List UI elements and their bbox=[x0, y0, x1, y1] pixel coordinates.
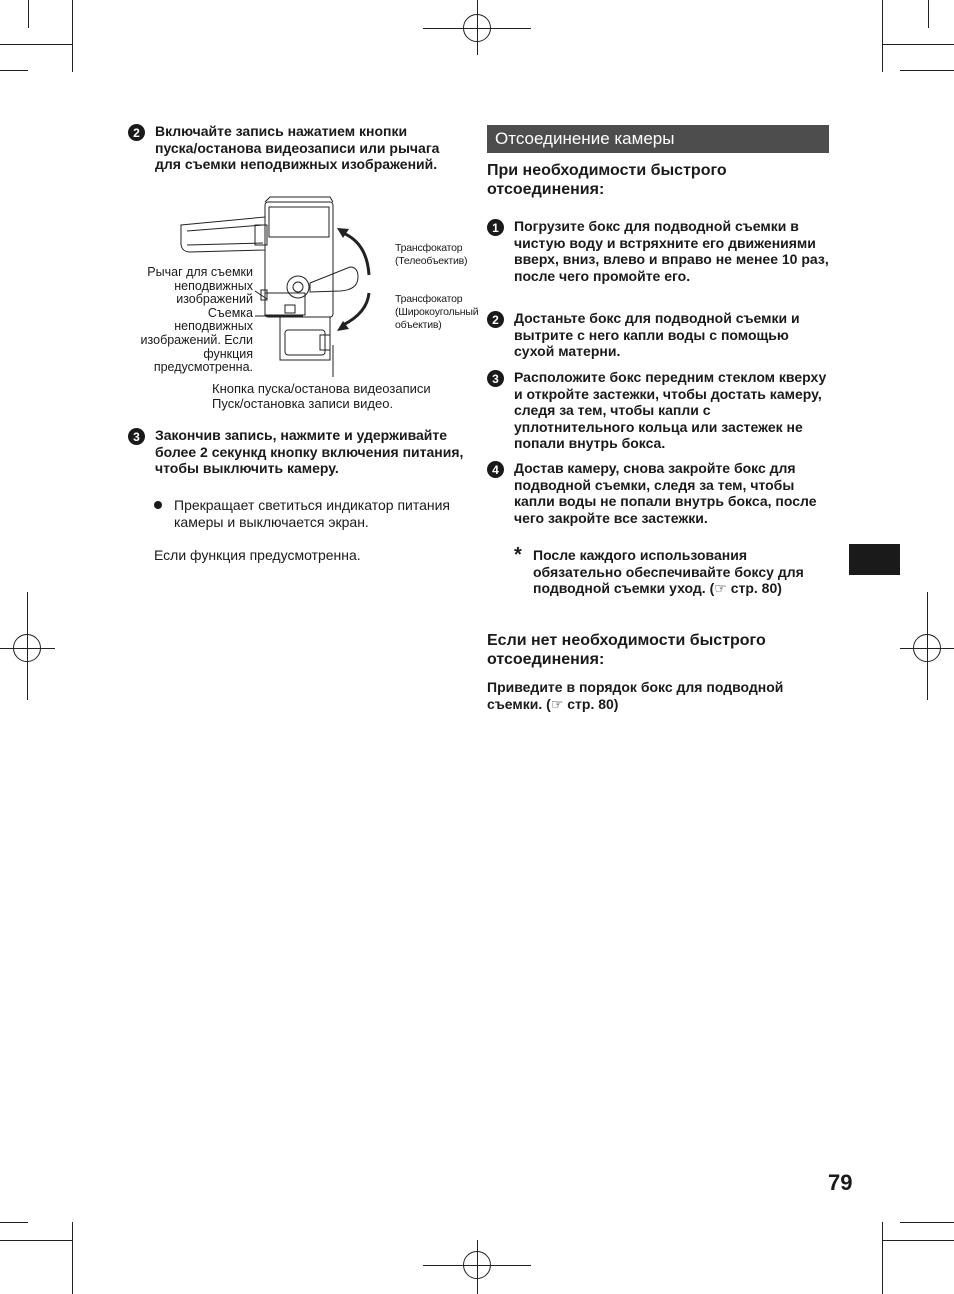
r-step-3-text: Расположите бокс передним стеклом кверху и откройте застежки, чтобы достать камеру, следя за тем, чтобы капли с уплотнительного кольца или застежек не попали внутрь бокса. bbox=[514, 369, 827, 451]
label-rec-button: Кнопка пуска/останова видеозаписи Пуск/остановка записи видео. bbox=[212, 381, 431, 411]
label-still-lever: Рычаг для съемки неподвижных изображений Съемка неподвижных изображений. Если функция предусмотренна. bbox=[140, 265, 253, 375]
r-step-number-1: 1 bbox=[487, 219, 504, 236]
step-2-text: Включайте запись нажатием кнопки пуска/останова видеозаписи или рычага для съемки неподвижных изображений. bbox=[155, 123, 440, 172]
asterisk-mark: * bbox=[514, 544, 522, 566]
subheading-not-quick: Если нет необходимости быстрого отсоединения: bbox=[487, 632, 766, 668]
step-number-3: 3 bbox=[128, 428, 145, 445]
step-3-text: Закончив запись, нажмите и удерживайте более 2 секункд кнопку включения питания, чтобы выключить камеру. bbox=[155, 427, 464, 476]
note-text: Если функция предусмотренна. bbox=[154, 547, 361, 563]
step-number-2: 2 bbox=[128, 124, 145, 141]
section-title: Отсоединение камеры bbox=[487, 125, 829, 153]
bullet-text: Прекращает светиться индикатор питания камеры и выключается экран. bbox=[174, 497, 451, 530]
bullet-dot bbox=[154, 501, 162, 509]
subheading-quick: При необходимости быстрого отсоединения: bbox=[487, 162, 727, 198]
chapter-tab bbox=[849, 544, 900, 575]
r-step-4-text: Достав камеру, снова закройте бокс для подводной съемки, следя за тем, чтобы капли воды не попали внутрь бокса, после чего закройте все застежки. bbox=[514, 460, 817, 526]
care-note: После каждого использования обязательно обеспечивайте боксу для подводной съемки уход. (☞ стр. 80) bbox=[533, 547, 804, 596]
r-step-2-text: Достаньте бокс для подводной съемки и вытрите с него капли воды с помощью сухой матерни. bbox=[514, 310, 800, 359]
label-zoom-tele: Трансфокатор (Телеобъектив) bbox=[395, 242, 468, 267]
label-zoom-wide: Трансфокатор (Широкоугольный объектив) bbox=[395, 293, 479, 331]
final-text: Приведите в порядок бокс для подводной съемки. (☞ стр. 80) bbox=[487, 679, 784, 712]
page-number: 79 bbox=[828, 1170, 853, 1195]
r-step-number-2: 2 bbox=[487, 311, 504, 328]
r-step-1-text: Погрузите бокс для подводной съемки в чистую воду и встряхните его движениями вверх, вниз, влево и вправо не менее 10 раз, после чего промойте его. bbox=[514, 218, 829, 284]
r-step-number-3: 3 bbox=[487, 370, 504, 387]
r-step-number-4: 4 bbox=[487, 461, 504, 478]
